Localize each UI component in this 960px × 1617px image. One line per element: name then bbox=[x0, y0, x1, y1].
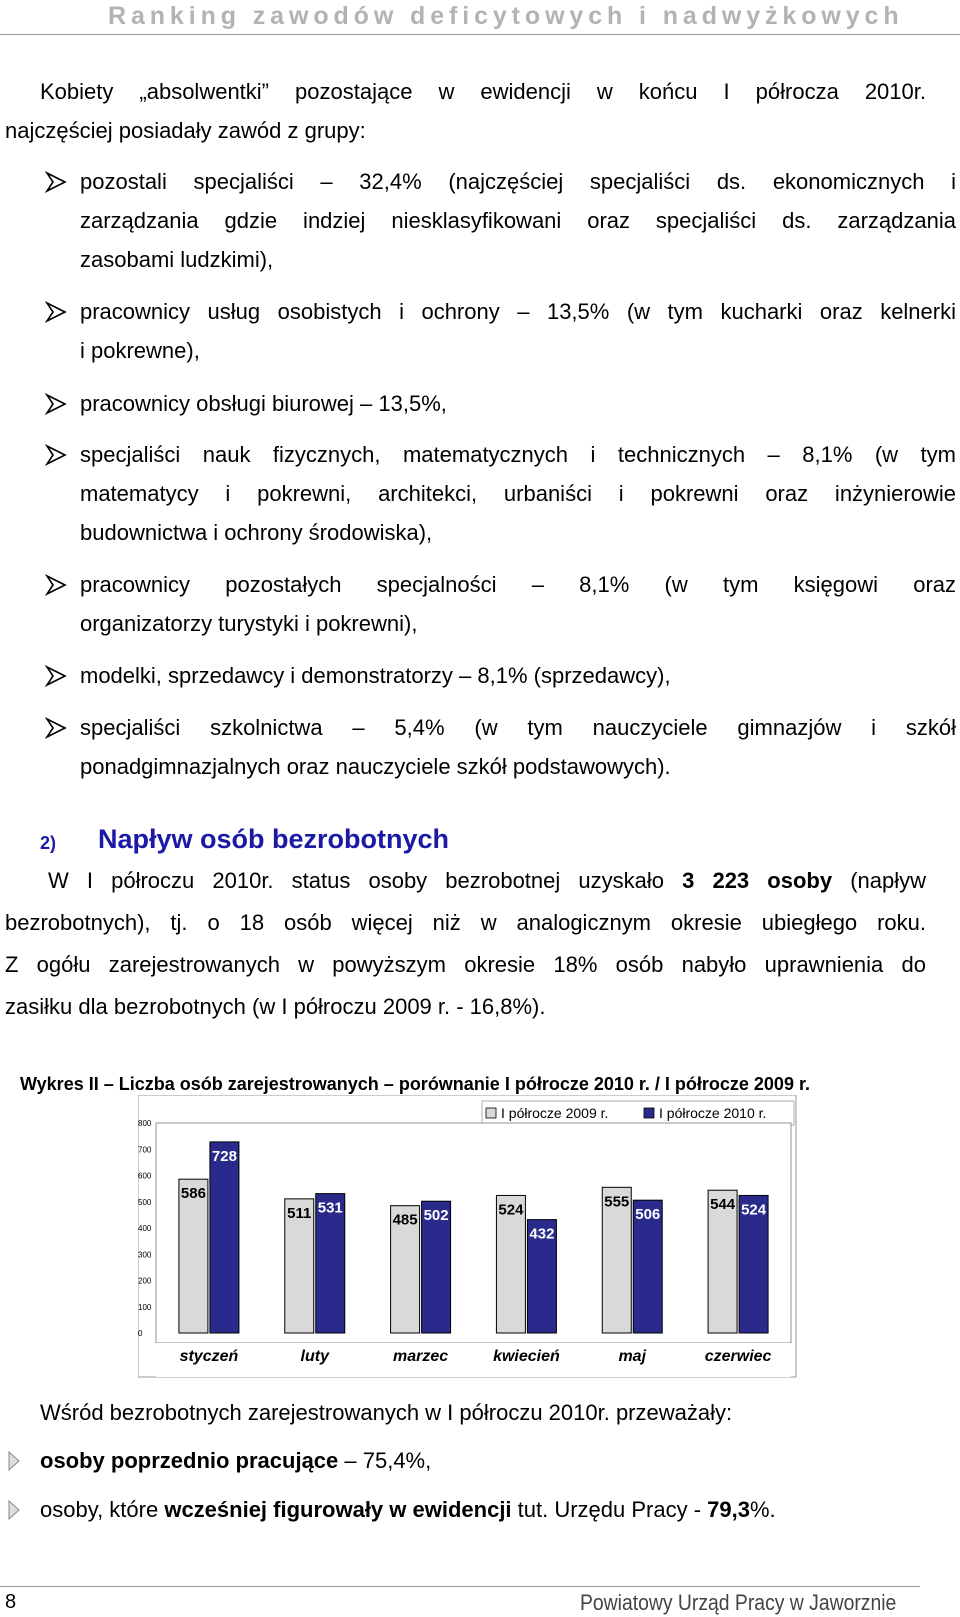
category-band bbox=[156, 1343, 791, 1377]
x-tick-label: styczeń bbox=[179, 1348, 239, 1365]
legend-swatch bbox=[644, 1108, 654, 1118]
section-title: Napływ osób bezrobotnych bbox=[98, 824, 450, 854]
x-tick-label: marzec bbox=[393, 1348, 449, 1365]
data-label: 531 bbox=[317, 1199, 343, 1217]
y-tick-label: 400 bbox=[138, 1224, 152, 1233]
x-tick-label: luty bbox=[300, 1348, 329, 1365]
data-label: 555 bbox=[604, 1193, 630, 1211]
bar-2009 bbox=[179, 1179, 208, 1333]
x-tick-label: czerwiec bbox=[704, 1348, 772, 1365]
bullet-item bbox=[80, 384, 956, 423]
section-number: 2) bbox=[40, 833, 57, 853]
para-line-4: zasiłku dla bezrobotnych (w I półroczu 2009 r. - 16,8%). bbox=[5, 994, 546, 1019]
data-label: 502 bbox=[423, 1207, 449, 1225]
legend-label: I półrocze 2010 r. bbox=[659, 1105, 767, 1121]
bullet-item bbox=[80, 656, 956, 695]
data-label: 432 bbox=[529, 1225, 555, 1243]
bullet-line: pracownicy usług osobistych i ochrony – 13,5% (w tym kucharki oraz kelnerki bbox=[80, 299, 956, 324]
legend-label: I półrocze 2009 r. bbox=[501, 1105, 609, 1121]
data-label: 511 bbox=[287, 1204, 312, 1222]
bullet-marker-icon bbox=[8, 1499, 20, 1521]
chart-caption: Wykres II – Liczba osób zarejestrowanych – porównanie I półrocze 2010 r. / I półrocze 2009 r. bbox=[20, 1074, 810, 1094]
bullet-line: matematycy i pokrewni, architekci, urbaniści i pokrewni oraz inżynierowie bbox=[80, 481, 956, 506]
para-line-3: Z ogółu zarejestrowanych w powyższym okresie 18% osób nabyło uprawnienia do bbox=[5, 952, 926, 977]
data-label: 524 bbox=[498, 1201, 524, 1219]
bullet-marker-icon bbox=[8, 1450, 20, 1472]
x-tick-label: kwiecień bbox=[493, 1348, 560, 1365]
arrow-bullet-icon bbox=[44, 444, 68, 466]
para-line-2: bezrobotnych), tj. o 18 osób więcej niż w analogicznym okresie ubiegłego roku. bbox=[5, 910, 926, 935]
bullet-line: budownictwa i ochrony środowiska), bbox=[80, 520, 433, 545]
bullet-item bbox=[80, 292, 956, 370]
arrow-bullet-icon bbox=[44, 171, 68, 193]
bullet-line: specjaliści szkolnictwa – 5,4% (w tym nauczyciele gimnazjów i szkół bbox=[80, 715, 956, 740]
after-bullet-1: osoby poprzednio pracujące – 75,4%, bbox=[40, 1448, 432, 1473]
bullet-line: pozostali specjaliści – 32,4% (najczęściej specjaliści ds. ekonomicznych i bbox=[80, 169, 956, 194]
y-tick-label: 300 bbox=[138, 1250, 152, 1260]
para-line-1: W I półroczu 2010r. status osoby bezrobotnej uzyskało 3 223 osoby (napływ bbox=[48, 868, 927, 893]
data-label: 485 bbox=[392, 1211, 418, 1229]
arrow-bullet-icon bbox=[44, 301, 68, 323]
after-bullet-2: osoby, które wcześniej figurowały w ewidencji tut. Urzędu Pracy - 79,3%. bbox=[40, 1497, 776, 1522]
bar-2010 bbox=[210, 1142, 239, 1333]
data-label: 586 bbox=[180, 1185, 206, 1203]
arrow-bullet-icon bbox=[44, 574, 68, 596]
bullet-item bbox=[80, 435, 956, 552]
data-label: 506 bbox=[635, 1206, 661, 1224]
after-intro: Wśród bezrobotnych zarejestrowanych w I półroczu 2010r. przeważały: bbox=[40, 1400, 733, 1425]
arrow-bullet-icon bbox=[44, 665, 68, 687]
bullet-line: zasobami ludzkimi), bbox=[80, 247, 274, 272]
page-header bbox=[0, 0, 960, 35]
bar-chart bbox=[138, 1095, 797, 1378]
legend-swatch bbox=[486, 1108, 496, 1118]
y-tick-label: 800 bbox=[138, 1119, 152, 1128]
data-label: 524 bbox=[741, 1201, 767, 1219]
bullet-line: organizatorzy turystyki i pokrewni), bbox=[80, 611, 418, 636]
inflow-count: 3 223 osoby bbox=[682, 868, 833, 893]
intro-line-2: najczęściej posiadały zawód z grupy: bbox=[5, 118, 366, 143]
bullet-item bbox=[80, 565, 956, 643]
page-number: 8 bbox=[5, 1591, 17, 1613]
bullet-line: ponadgimnazjalnych oraz nauczyciele szkół podstawowych). bbox=[80, 754, 671, 779]
footer-rule bbox=[0, 1586, 920, 1587]
bullet-line: specjaliści nauk fizycznych, matematycznych i technicznych – 8,1% (w tym bbox=[80, 442, 956, 467]
bullet-line: zarządzania gdzie indziej niesklasyfikowani oraz specjaliści ds. zarządzania bbox=[80, 208, 956, 233]
footer-org: Powiatowy Urząd Pracy w Jaworznie bbox=[580, 1590, 897, 1615]
bullet-item bbox=[80, 708, 956, 786]
plot-area bbox=[156, 1123, 791, 1343]
bullet-line: i pokrewne), bbox=[80, 338, 200, 363]
y-tick-label: 700 bbox=[138, 1145, 152, 1155]
arrow-bullet-icon bbox=[44, 717, 68, 739]
x-tick-label: maj bbox=[618, 1348, 647, 1365]
arrow-bullet-icon bbox=[44, 393, 68, 415]
y-tick-label: 0 bbox=[138, 1329, 143, 1338]
data-label: 544 bbox=[710, 1196, 736, 1214]
y-tick-label: 500 bbox=[138, 1197, 152, 1207]
y-tick-label: 100 bbox=[138, 1302, 152, 1312]
header-title: Ranking zawodów deficytowych i nadwyżkowych bbox=[108, 2, 904, 30]
bullet-line: pracownicy pozostałych specjalności – 8,1% (w tym księgowi oraz bbox=[80, 572, 956, 597]
intro-line-1: Kobiety „absolwentki” pozostające w ewidencji w końcu I półrocza 2010r. bbox=[40, 79, 926, 104]
data-label: 728 bbox=[211, 1147, 237, 1165]
bullet-item bbox=[80, 162, 956, 279]
y-tick-label: 600 bbox=[138, 1171, 152, 1181]
bullet-line: modelki, sprzedawcy i demonstratorzy – 8,1% (sprzedawcy), bbox=[80, 663, 671, 688]
bullet-line: pracownicy obsługi biurowej – 13,5%, bbox=[80, 391, 447, 416]
y-tick-label: 200 bbox=[138, 1276, 152, 1286]
